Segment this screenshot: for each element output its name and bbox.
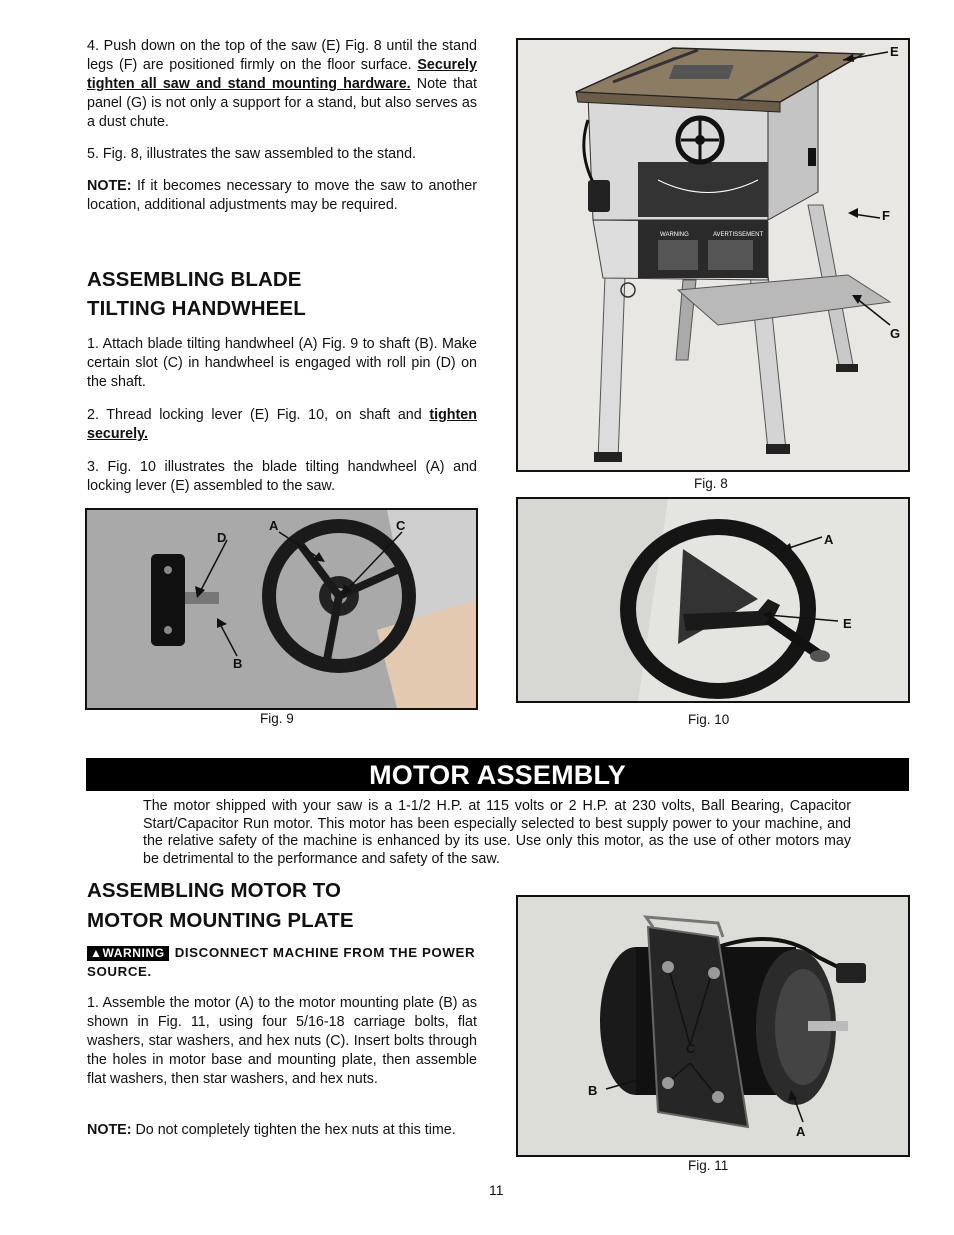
handwheel-step3: 3. Fig. 10 illustrates the blade tilting handwheel (A) and locking lever (E) assembled to the saw. [87,459,477,494]
fig8-label-f: F [882,208,890,223]
fig11-image [516,895,910,1157]
note-label: NOTE: [87,178,132,194]
motor-intro-paragraph: The motor shipped with your saw is a 1-1/2 H.P. at 115 volts or 2 H.P. at 230 volts, Ball Bearing, Capacitor Start/Capacitor Run motor. This motor has been especially selected to best supply power to your machine, and the relative safety of the machine is enhanced by its use. Use only this motor, as the use of other motors may be detrimental to the performance and safety of the saw. [143,798,851,867]
step2-bold-text: tighten securely. [87,407,477,442]
fig10-caption: Fig. 10 [688,712,730,727]
motor-plate-heading-line1: ASSEMBLING MOTOR TO [87,879,341,902]
fig10-label-a: A [824,532,834,547]
step2-text: 2. Thread locking lever (E) Fig. 10, on shaft and [87,407,430,423]
warning-badge-text: WARNING [102,946,165,960]
fig11-label-b: B [588,1083,598,1098]
step4-text: 4. Push down on the top of the saw (E) Fig. 8 until the stand legs (F) are positioned firmly on the floor surface. [87,38,477,73]
warning-label-2: AVERTISSEMENT [713,232,764,238]
fig10-image [516,497,910,703]
fig8-label-e: E [890,44,899,59]
fig8-label-g: G [890,326,901,341]
fig11-label-c: C [686,1041,696,1056]
fig9-label-d: D [217,530,227,545]
fig8-caption: Fig. 8 [694,476,728,491]
motor-assembly-banner: MOTOR ASSEMBLY [86,758,909,791]
motor-plate-step1: 1. Assemble the motor (A) to the motor mounting plate (B) as shown in Fig. 11, using four 5/16-18 carriage bolts, flat washers, star washers, and hex nuts (C). Insert bolts through the holes in motor base and mounting plate, then assemble flat washers, then star washers, and hex nuts. [87,995,477,1087]
fig8-image [516,38,910,472]
handwheel-heading-line2: TILTING HANDWHEEL [87,297,306,320]
step4-bold-text: Securely tighten all saw and stand mounting hardware. [87,57,477,92]
motor-plate-note [87,1121,477,1140]
table-saw-illustration [518,40,908,470]
note1-paragraph [87,177,477,215]
fig9-label-a: A [269,518,279,533]
step5-paragraph: 5. Fig. 8, illustrates the saw assembled to the stand. [87,146,416,162]
fig11-caption: Fig. 11 [688,1158,729,1173]
motor-plate-heading-line2: MOTOR MOUNTING PLATE [87,909,354,932]
warning-text: DISCONNECT MACHINE FROM THE POWER SOURCE. [87,945,476,979]
warning-triangle-icon: ▲ [90,946,103,960]
motor-plate-illustration [518,897,908,1155]
handwheel-shaft-illustration [87,510,476,708]
fig10-label-e: E [843,616,852,631]
warning-label-1: WARNING [660,232,689,238]
step4-paragraph [87,37,477,132]
fig9-image [85,508,478,710]
step4-suffix-text: Note that panel (G) is not only a support for a stand, but also serves as a dust chute. [87,76,477,130]
fig11-label-a: A [796,1124,806,1139]
handwheel-step1: 1. Attach blade tilting handwheel (A) Fig. 9 to shaft (B). Make certain slot (C) in handwheel is engaged with roll pin (D) on the shaft. [87,336,477,390]
handwheel-step2 [87,406,477,444]
handwheel-lever-illustration [518,499,908,701]
handwheel-heading-line1: ASSEMBLING BLADE [87,268,302,291]
note-text: Do not completely tighten the hex nuts at this time. [131,1122,456,1138]
warning-paragraph [87,943,479,981]
fig9-label-b: B [233,656,243,671]
note-text: If it becomes necessary to move the saw to another location, additional adjustments may be required. [87,178,477,213]
fig9-label-c: C [396,518,406,533]
warning-badge [87,946,169,961]
page-number: 11 [489,1182,504,1198]
fig9-caption: Fig. 9 [260,711,294,726]
note-label: NOTE: [87,1122,132,1138]
